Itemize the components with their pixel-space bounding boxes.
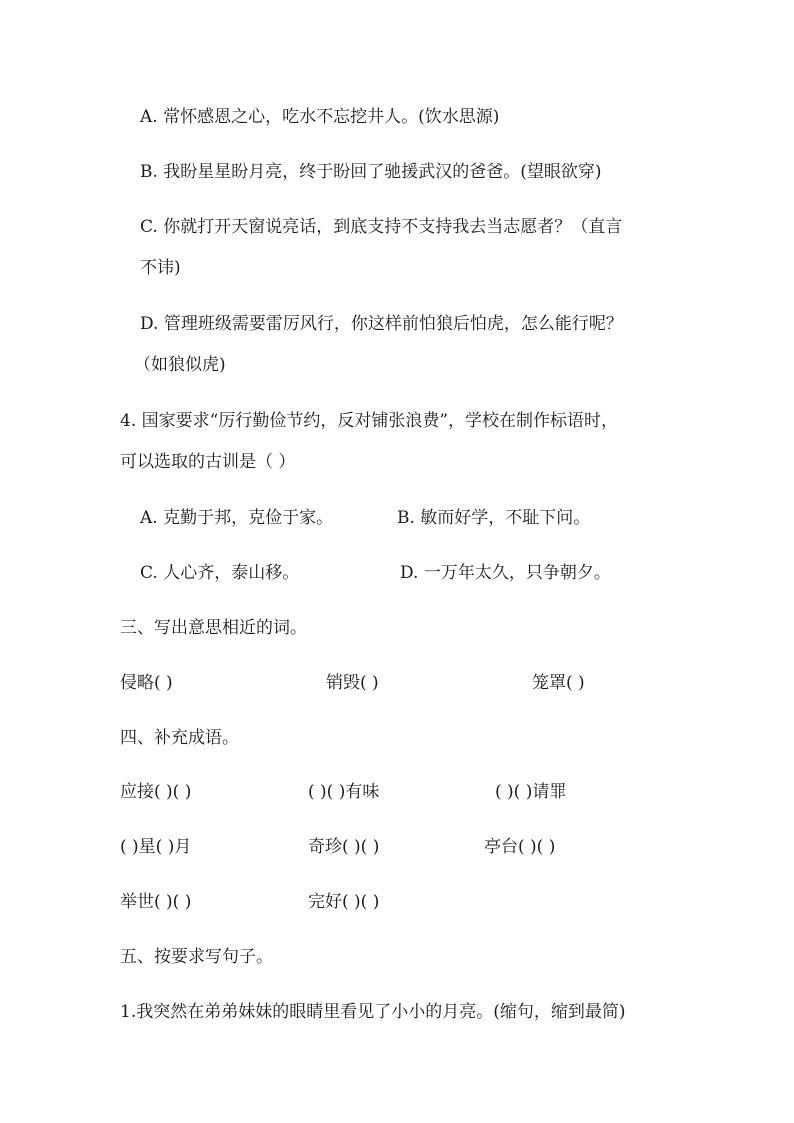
idiom-3-2: 完好( )( ) xyxy=(308,892,380,912)
idiom-3-1: 举世( )( ) xyxy=(120,892,192,912)
idiom-2-3: 亭台( )( ) xyxy=(484,837,556,857)
q4-option-a: A. 克勤于邦，克俭于家。 xyxy=(140,508,334,528)
idiom-2-2: 奇珍( )( ) xyxy=(308,837,380,857)
idiom-2-1: ( )星( )月 xyxy=(120,837,192,857)
q4-option-c: C. 人心齐，泰山移。 xyxy=(140,563,300,583)
q4-option-b: B. 敏而好学，不耻下问。 xyxy=(397,508,591,528)
q4-stem-line1: 4. 国家要求“厉行勤俭节约，反对铺张浪费”，学校在制作标语时， xyxy=(120,411,619,431)
q4-option-d: D. 一万年太久，只争朝夕。 xyxy=(400,563,611,583)
section3-title: 三、写出意思相近的词。 xyxy=(120,618,307,638)
section4-title: 四、补充成语。 xyxy=(120,728,239,748)
q3-option-c-cont: 不讳) xyxy=(140,258,181,278)
section5-question-1: 1.我突然在弟弟妹妹的眼睛里看见了小小的月亮。(缩句，缩到最简) xyxy=(120,1002,626,1022)
section3-item-1: 侵略( ) xyxy=(120,673,173,693)
q3-option-a: A. 常怀感恩之心，吃水不忘挖井人。(饮水思源) xyxy=(140,107,500,127)
section5-title: 五、按要求写句子。 xyxy=(120,947,273,967)
idiom-1-1: 应接( )( ) xyxy=(120,782,192,802)
q3-option-b: B. 我盼星星盼月亮，终于盼回了驰援武汉的爸爸。(望眼欲穿) xyxy=(140,162,602,182)
idiom-1-3: ( )( )请罪 xyxy=(495,782,567,802)
section3-item-3: 笼罩( ) xyxy=(532,673,585,693)
q3-option-d-cont: （如狼似虎) xyxy=(134,355,226,375)
q3-option-d: D. 管理班级需要雷厉风行，你这样前怕狼后怕虎，怎么能行呢？ xyxy=(140,314,623,334)
idiom-1-2: ( )( )有味 xyxy=(308,782,380,802)
q4-stem-line2: 可以选取的古训是（ ） xyxy=(120,452,296,472)
q3-option-c: C. 你就打开天窗说亮话，到底支持不支持我去当志愿者？（直言 xyxy=(140,217,623,237)
section3-item-2: 销毁( ) xyxy=(326,673,379,693)
